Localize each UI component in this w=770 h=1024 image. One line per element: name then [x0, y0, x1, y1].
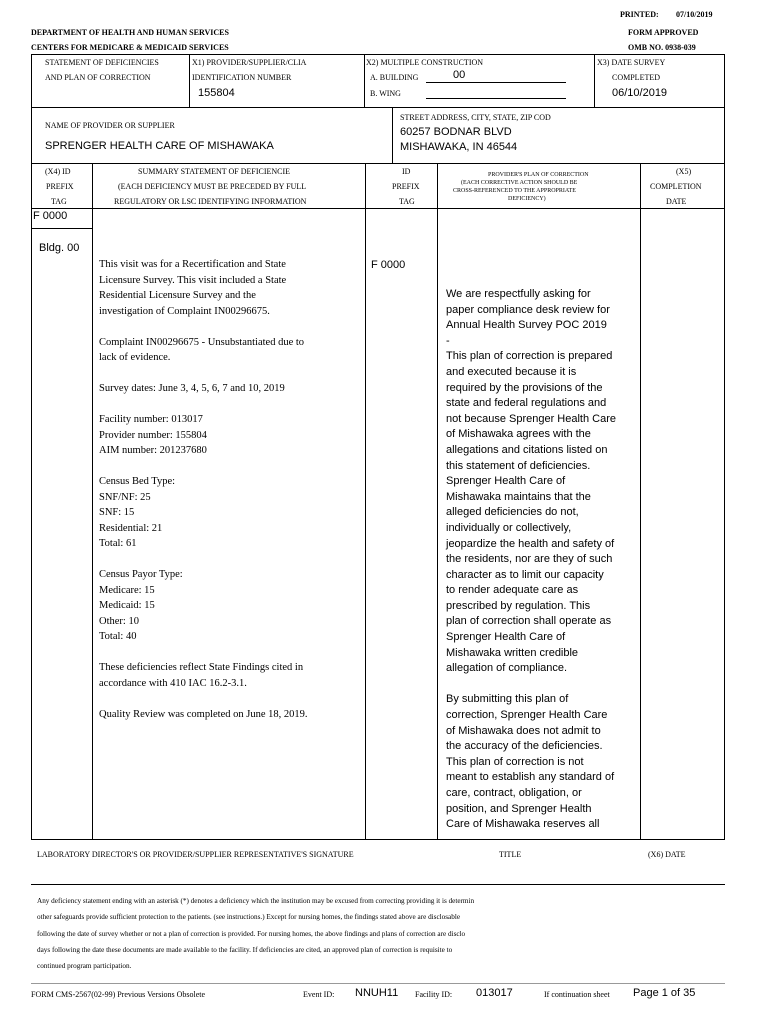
form-approved: FORM APPROVED: [628, 28, 699, 37]
event-id-label: Event ID:: [303, 990, 335, 999]
provider-name-value: SPRENGER HEALTH CARE OF MISHAWAKA: [45, 140, 274, 152]
summary-label-2: (EACH DEFICIENCY MUST BE PRECEDED BY FULL: [118, 182, 307, 191]
summary-line: lack of evidence.: [99, 352, 171, 363]
plan-line: Sprenger Health Care of: [446, 631, 566, 644]
building-value: 00: [453, 69, 466, 81]
summary-line: [99, 397, 361, 413]
summary-line: [99, 319, 361, 335]
disclaimer: [37, 893, 474, 974]
plan-line: the residents, nor are they of such: [446, 553, 613, 566]
statement-label-2: AND PLAN OF CORRECTION: [45, 73, 151, 82]
facility-id-label: Facility ID:: [415, 990, 453, 999]
plan-line: correction, Sprenger Health Care: [446, 709, 608, 722]
plan-label-3: CROSS-REFERENCED TO THE APPROPRIATE: [453, 188, 576, 194]
footer-rule: [31, 983, 725, 984]
plan-line: Care of Mishawaka reserves all: [446, 818, 600, 831]
plan-line: allegation of compliance.: [446, 662, 568, 675]
wing-underline: [426, 98, 566, 99]
summary-line: Total: 40: [99, 631, 137, 642]
plan-line: plan of correction shall operate as: [446, 615, 612, 628]
plan-line: paper compliance desk review for: [446, 303, 610, 316]
signature-label: LABORATORY DIRECTOR'S OR PROVIDER/SUPPLIER REPRESENTATIVE'S SIGNATURE: [37, 850, 354, 859]
summary-line: Census Bed Type:: [99, 476, 176, 487]
provider-id-label-2: IDENTIFICATION NUMBER: [192, 73, 292, 82]
plan-line: of Mishawaka agrees with the: [446, 428, 591, 441]
x4-label-1: (X4) ID: [45, 167, 71, 176]
plan-line: Annual Health Survey POC 2019: [446, 319, 607, 332]
summary-line: Survey dates: June 3, 4, 5, 6, 7 and 10, 2019: [99, 383, 285, 394]
summary-line: SNF/NF: 25: [99, 491, 151, 503]
summary-line: AIM number: 201237680: [99, 445, 207, 456]
summary-line: [99, 459, 361, 475]
address-label: STREET ADDRESS, CITY, STATE, ZIP COD: [400, 113, 551, 122]
summary-line: [99, 552, 361, 568]
building-underline: [426, 82, 566, 83]
plan-label-1: PROVIDER'S PLAN OF CORRECTION: [488, 172, 589, 178]
continuation-label: If continuation sheet: [544, 990, 610, 999]
plan-line: -: [446, 334, 450, 347]
summary-line: investigation of Complaint IN00296675.: [99, 305, 270, 317]
form-number: FORM CMS-2567(02-99) Previous Versions Obsolete: [31, 990, 206, 999]
x6-date-label: (X6) DATE: [648, 850, 686, 859]
summary-line: [99, 691, 361, 707]
plan-label-4: DEFICIENCY): [508, 196, 546, 202]
disclaimer-line: days following the date these documents are made available to the facility. If deficiencies are cited, an approved plan of correction is requisite to: [37, 945, 453, 954]
summary-line: This visit was for a Recertification and State: [99, 259, 286, 270]
summary-line: accordance with 410 IAC 16.2-3.1.: [99, 677, 247, 689]
date-survey-label: X3) DATE SURVEY: [597, 58, 666, 67]
building-label: A. BUILDING: [370, 73, 419, 82]
plan-line: to render adequate care as: [446, 584, 579, 597]
plan-line: jeopardize the health and safety of: [446, 537, 615, 550]
tag-right: F 0000: [371, 259, 406, 271]
multiple-construction-label: X2) MULTIPLE CONSTRUCTION: [366, 58, 484, 67]
plan-line: This plan of correction is not: [446, 755, 584, 768]
plan-line: required by the provisions of the: [446, 381, 603, 394]
plan-line: character as to limit our capacity: [446, 568, 604, 581]
tag-left: F 0000: [33, 210, 68, 222]
summary-line: Medicare: 15: [99, 584, 155, 596]
printed-label: PRINTED:: [620, 10, 659, 19]
summary-line: [99, 366, 361, 382]
summary-line: Licensure Survey. This visit included a State: [99, 274, 287, 286]
event-id-value: NNUH11: [355, 987, 399, 999]
address-line-2: MISHAWAKA, IN 46544: [400, 141, 518, 153]
summary-label-3: REGULATORY OR LSC IDENTIFYING INFORMATION: [114, 197, 307, 206]
summary-line: These deficiencies reflect State Findings cited in: [99, 662, 304, 673]
title-label: TITLE: [499, 850, 522, 859]
completed-label: COMPLETED: [612, 73, 660, 82]
id-label-2: PREFIX: [392, 182, 420, 191]
printed-date: 07/10/2019: [676, 10, 713, 19]
plan-line: not because Sprenger Health Care: [446, 412, 616, 425]
plan-line: of Mishawaka does not admit to: [446, 724, 601, 737]
statement-label-1: STATEMENT OF DEFICIENCIES: [45, 58, 159, 67]
plan-line: meant to establish any standard of: [446, 771, 615, 784]
signature-line: [31, 884, 725, 885]
summary-line: Medicaid: 15: [99, 600, 155, 611]
provider-id-value: 155804: [198, 87, 235, 99]
plan-line: prescribed by regulation. This: [446, 599, 591, 612]
plan-line: Mishawaka maintains that the: [446, 490, 591, 503]
agency-title: CENTERS FOR MEDICARE & MEDICAID SERVICES: [31, 43, 229, 52]
summary-line: Quality Review was completed on June 18, 2019.: [99, 708, 308, 720]
x5-label-1: (X5): [676, 167, 692, 176]
summary-label-1: SUMMARY STATEMENT OF DEFICIENCIE: [138, 167, 291, 176]
page-number: Page 1 of 35: [633, 987, 696, 999]
plan-line: alleged deficiencies do not,: [446, 506, 579, 519]
plan-line: the accuracy of the deficiencies.: [446, 740, 603, 753]
plan-line: and executed because it is: [446, 365, 577, 378]
summary-line: Provider number: 155804: [99, 429, 207, 441]
date-survey-value: 06/10/2019: [612, 87, 668, 99]
x4-label-2: PREFIX: [46, 182, 74, 191]
summary-line: Complaint IN00296675 - Unsubstantiated due to: [99, 336, 305, 348]
disclaimer-line: continued program participation.: [37, 962, 132, 971]
x5-label-2: COMPLETION: [650, 182, 702, 191]
plan-line: This plan of correction is prepared: [446, 350, 613, 363]
summary-line: Total: 61: [99, 538, 137, 549]
summary-line: SNF: 15: [99, 507, 135, 518]
wing-label: B. WING: [370, 89, 401, 98]
provider-name-label: NAME OF PROVIDER OR SUPPLIER: [45, 121, 175, 130]
x4-label-3: TAG: [51, 197, 67, 206]
plan-line: individually or collectively,: [446, 521, 572, 534]
provider-id-label-1: X1) PROVIDER/SUPPLIER/CLIA: [192, 58, 307, 67]
x5-label-3: DATE: [666, 197, 687, 206]
plan-line: [446, 677, 626, 693]
building-tag: Bldg. 00: [39, 242, 80, 254]
summary-line: [99, 645, 361, 661]
summary-statement: [99, 257, 361, 722]
plan-of-correction: [446, 287, 626, 833]
plan-line: care, contract, obligation, or: [446, 787, 582, 799]
plan-line: allegations and citations listed on: [446, 443, 608, 456]
summary-line: Census Payor Type:: [99, 569, 183, 580]
plan-line: By submitting this plan of: [446, 693, 569, 706]
plan-line: position, and Sprenger Health: [446, 802, 592, 815]
id-label-3: TAG: [399, 197, 415, 206]
disclaimer-line: other safeguards provide sufficient protection to the patients. (see instructions.) Except for nursing homes, the findings stated above are disclosable: [37, 913, 461, 922]
plan-line: Sprenger Health Care of: [446, 475, 566, 488]
plan-line: Mishawaka written credible: [446, 646, 579, 659]
address-line-1: 60257 BODNAR BLVD: [400, 126, 512, 138]
disclaimer-line: following the date of survey whether or not a plan of correction is provided. For nursing homes, the above findings and plans of correction are disclo: [37, 929, 466, 938]
omb-number: OMB NO. 0938-039: [628, 43, 696, 52]
summary-line: Residential: 21: [99, 522, 163, 534]
id-label-1: ID: [402, 167, 411, 176]
summary-line: Facility number: 013017: [99, 414, 203, 425]
plan-line: state and federal regulations and: [446, 397, 607, 410]
plan-line: this statement of deficiencies.: [446, 459, 591, 472]
facility-id-value: 013017: [476, 987, 513, 999]
disclaimer-line: Any deficiency statement ending with an asterisk (*) denotes a deficiency which the institution may be excused from correcting providing it is determin: [37, 897, 475, 905]
summary-line: Residential Licensure Survey and the: [99, 290, 256, 301]
summary-line: Other: 10: [99, 615, 139, 627]
plan-line: We are respectfully asking for: [446, 288, 591, 300]
department-title: DEPARTMENT OF HEALTH AND HUMAN SERVICES: [31, 28, 229, 37]
plan-label-2: (EACH CORRECTIVE ACTION SHOULD BE: [461, 180, 578, 186]
